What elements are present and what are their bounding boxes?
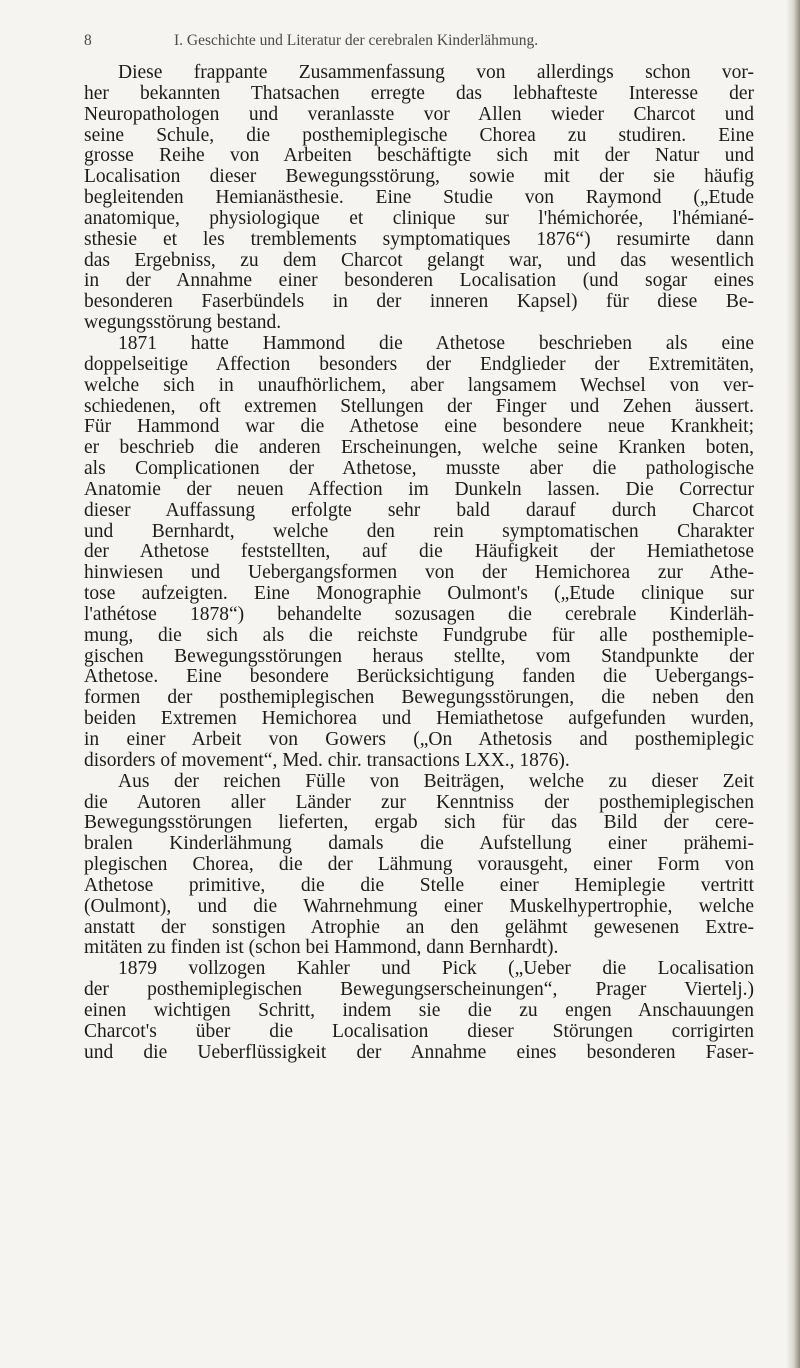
text-line: Athetose primitive, die die Stelle einer Hemiplegie vertritt bbox=[84, 874, 754, 896]
text-line: tose aufzeigten. Eine Monographie Oulmont's („Etude clinique sur bbox=[84, 583, 754, 605]
text-line: der posthemiplegischen Bewegungserscheinungen“, Prager Viertelj.) bbox=[84, 979, 754, 1001]
text-line: gischen Bewegungsstörungen heraus stellte, vom Standpunkte der bbox=[84, 645, 754, 667]
text-line: Bewegungsstörungen lieferten, ergab sich für das Bild der cere- bbox=[84, 812, 754, 834]
page-edge-shadow bbox=[786, 0, 800, 1368]
text-line: Charcot's über die Localisation dieser Störungen corrigirten bbox=[84, 1020, 754, 1042]
text-line: Neuropathologen und veranlasste vor Allen wieder Charcot und bbox=[84, 103, 754, 125]
text-line: und die Ueberflüssigkeit der Annahme eines besonderen Faser- bbox=[84, 1041, 754, 1063]
text-line: das Ergebniss, zu dem Charcot gelangt war, und das wesentlich bbox=[84, 249, 754, 271]
text-line: einen wichtigen Schritt, indem sie die zu engen Anschauungen bbox=[84, 999, 754, 1021]
text-line: plegischen Chorea, die der Lähmung vorausgeht, einer Form von bbox=[84, 854, 754, 876]
text-line: 1871 hatte Hammond die Athetose beschrieben als eine bbox=[118, 332, 754, 354]
text-line: er beschrieb die anderen Erscheinungen, welche seine Kranken boten, bbox=[84, 437, 754, 459]
text-line: beiden Extremen Hemichorea und Hemiathetose aufgefunden wurden, bbox=[84, 708, 754, 730]
text-line: welche sich in unaufhörlichem, aber langsamem Wechsel von ver- bbox=[84, 374, 754, 396]
text-line: Anatomie der neuen Affection im Dunkeln lassen. Die Correctur bbox=[84, 478, 754, 500]
text-line: in einer Arbeit von Gowers („On Athetosis and posthemiplegic bbox=[84, 729, 754, 750]
text-line: begleitenden Hemianästhesie. Eine Studie von Raymond („Etude bbox=[84, 187, 754, 209]
text-line: und Bernhardt, welche den rein symptomatischen Charakter bbox=[84, 520, 754, 542]
text-line: schiedenen, oft extremen Stellungen der Finger und Zehen äussert. bbox=[84, 395, 754, 417]
text-line: her bekannten Thatsachen erregte das lebhafteste Interesse der bbox=[84, 82, 754, 104]
text-line: doppelseitige Affection besonders der Endglieder der Extremitäten, bbox=[84, 353, 754, 375]
text-line: bralen Kinderlähmung damals die Aufstellung einer prähemi- bbox=[84, 833, 754, 855]
text-line: l'athétose 1878“) behandelte sozusagen die cerebrale Kinderläh- bbox=[84, 603, 754, 625]
text-line: formen der posthemiplegischen Bewegungsstörungen, die neben den bbox=[84, 687, 754, 709]
text-line: Athetose. Eine besondere Berücksichtigung fanden die Uebergangs- bbox=[84, 666, 754, 688]
text-line: in der Annahme einer besonderen Localisation (und sogar eines bbox=[84, 270, 754, 292]
text-line: besonderen Faserbündels in der inneren Kapsel) für diese Be- bbox=[84, 291, 754, 313]
text-line: sthesie et les tremblements symptomatiques 1876“) resumirte dann bbox=[84, 228, 754, 250]
text-line: Diese frappante Zusammenfassung von allerdings schon vor- bbox=[118, 62, 754, 83]
text-line: 1879 vollzogen Kahler und Pick („Ueber die Localisation bbox=[118, 958, 754, 980]
text-line: (Oulmont), und die Wahrnehmung einer Muskelhypertrophie, welche bbox=[84, 895, 754, 917]
text-line: seine Schule, die posthemiplegische Chorea zu studiren. Eine bbox=[84, 124, 754, 146]
text-line: grosse Reihe von Arbeiten beschäftigte sich mit der Natur und bbox=[84, 145, 754, 167]
text-line: als Complicationen der Athetose, musste aber die pathologische bbox=[84, 458, 754, 480]
text-line: anstatt der sonstigen Atrophie an den gelähmt gewesenen Extre- bbox=[84, 916, 754, 938]
text-line: wegungsstörung bestand. bbox=[84, 312, 282, 334]
running-title: I. Geschichte und Literatur der cerebralen Kinderlähmung. bbox=[174, 32, 539, 49]
text-line: Für Hammond war die Athetose eine besondere neue Krankheit; bbox=[84, 416, 754, 438]
text-line: mitäten zu finden ist (schon bei Hammond, dann Bernhardt). bbox=[84, 937, 559, 959]
text-line: Aus der reichen Fülle von Beiträgen, welche zu dieser Zeit bbox=[118, 770, 754, 792]
text-line: disorders of movement“, Med. chir. transactions LXX., 1876). bbox=[84, 749, 570, 771]
text-line: die Autoren aller Länder zur Kenntniss der posthemiplegischen bbox=[84, 791, 754, 813]
text-line: hinwiesen und Uebergangsformen von der Hemichorea zur Athe- bbox=[84, 562, 754, 584]
text-line: der Athetose feststellten, auf die Häufigkeit der Hemiathetose bbox=[84, 541, 754, 563]
text-line: mung, die sich als die reichste Fundgrube für alle posthemiple- bbox=[84, 624, 754, 646]
text-line: Localisation dieser Bewegungsstörung, sowie mit der sie häufig bbox=[84, 166, 754, 188]
page-number: 8 bbox=[84, 32, 92, 49]
text-line: dieser Auffassung erfolgte sehr bald darauf durch Charcot bbox=[84, 499, 754, 521]
text-line: anatomique, physiologique et clinique sur l'hémichorée, l'hémiané- bbox=[84, 207, 754, 229]
page-header bbox=[84, 32, 684, 54]
body-text bbox=[84, 63, 754, 1064]
